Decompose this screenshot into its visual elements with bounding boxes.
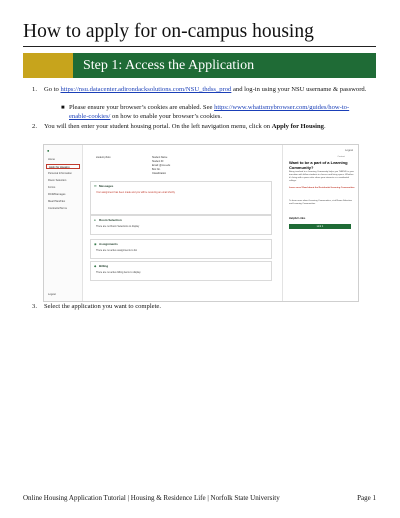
portal-contact-link[interactable]: Contact: [337, 156, 345, 158]
billing-card: [90, 261, 272, 281]
card-title: Assignments: [99, 242, 118, 246]
profile-field: Email: @nsu.edu: [152, 164, 171, 167]
apply-for-housing-emphasis: Apply for Housing: [271, 123, 324, 130]
profile-field: Classification: [152, 172, 167, 175]
step-text: Select the application you want to complete.: [44, 303, 162, 310]
card-body: Your assignment has been made and you will be receiving an email shortly: [96, 191, 175, 194]
step-text: [44, 123, 376, 132]
learning-community-heading: Want to be a part of a Learning Community?: [289, 160, 348, 170]
message-icon: ✉: [94, 183, 97, 188]
nav-item-contracts[interactable]: Contracts/Terms: [48, 207, 67, 210]
card-body: There are no active assignments to list: [96, 249, 137, 252]
portal-screenshot: [43, 144, 359, 302]
profile-photo-label: student photo: [96, 156, 111, 159]
title-underline: [23, 46, 376, 47]
nav-item-personal-information[interactable]: Personal Information: [48, 172, 72, 175]
helpful-link-button[interactable]: Link 1: [289, 224, 351, 229]
cookie-note-pre: Please ensure your browser’s cookies are enabled. See: [69, 104, 215, 111]
step-text-post: .: [323, 123, 326, 130]
page-number: Page 1: [357, 494, 376, 502]
step-number: 2.: [32, 123, 37, 130]
cookie-note-text: [69, 104, 361, 121]
step-text-pre: You will then enter your student housing portal. On the left navigation menu, click on: [44, 123, 272, 130]
billing-icon: ◆: [94, 263, 97, 268]
learning-community-more: To learn more about Learning Communities, visit Room Selection and Learning Communities.: [289, 200, 352, 205]
nav-item-forms[interactable]: Forms: [48, 186, 56, 189]
messages-card: [90, 181, 272, 215]
page-title: How to apply for on-campus housing: [23, 21, 314, 42]
nav-item-home[interactable]: Home: [48, 158, 55, 161]
assignment-icon: ◉: [94, 241, 97, 246]
step-number: 1.: [32, 86, 37, 93]
learning-community-text: Being involved in a Learning Community helps you THRIVE in your transition with fellow students in classes and living space. Whether it's living with a peers who share your interests or a residential college.: [289, 171, 354, 182]
learning-community-link[interactable]: Learn more! Read about the Residential Learning Communities: [289, 187, 355, 189]
nav-item-meal-plan[interactable]: Meal Plan/Flex: [48, 200, 66, 203]
card-title: Billing: [99, 264, 109, 268]
card-body: There are no active billing items to display: [96, 271, 141, 274]
nav-item-room-selection[interactable]: Room Selection: [48, 179, 67, 182]
step-text-post: and log-in using your NSU username & password.: [231, 86, 367, 93]
card-title: Room Selection: [99, 218, 122, 222]
bullet-icon: ■: [61, 105, 65, 111]
cookie-note-post: on how to enable your browser’s cookies.: [110, 112, 222, 120]
profile-field: Student Name: [152, 156, 168, 159]
nav-item-apply-for-housing[interactable]: Apply for Housing: [46, 164, 80, 169]
profile-field: Student ID: [152, 160, 164, 163]
card-title: Messages: [99, 184, 114, 188]
page-footer: [23, 494, 376, 502]
profile-panel: [90, 155, 270, 177]
cookies-link[interactable]: https://www.whatismybrowser.com/guides/how-to-enable-cookies/: [69, 104, 350, 120]
step-text: [44, 86, 376, 95]
portal-logo-icon: ●: [47, 148, 50, 153]
footer-text: Online Housing Application Tutorial | Housing & Residence Life | Norfolk State University: [23, 494, 280, 502]
card-body: There are no Room Selections to display: [96, 225, 140, 228]
room-selection-card: [90, 215, 272, 235]
helpful-links-heading: Helpful Links: [289, 217, 306, 220]
portal-logout-link[interactable]: Logout: [345, 149, 353, 152]
profile-field: Box No.: [152, 168, 161, 171]
step-banner: [23, 53, 376, 78]
portal-sidebar: [44, 145, 83, 301]
portal-link[interactable]: https://nsu.datacenter.adirondacksolutions.com/NSU_thdss_prod: [60, 86, 232, 93]
portal-right-panel: [282, 145, 359, 301]
room-icon: ●: [94, 217, 96, 222]
step-text-pre: Go to: [44, 86, 61, 93]
banner-accent: [23, 53, 73, 78]
step-number: 3.: [32, 303, 37, 310]
step-title: Step 1: Access the Application: [83, 58, 255, 73]
nav-logout[interactable]: Logout: [48, 293, 56, 296]
assignments-card: [90, 239, 272, 259]
nav-item-rcr-damages[interactable]: RCR/Damages: [48, 193, 66, 196]
